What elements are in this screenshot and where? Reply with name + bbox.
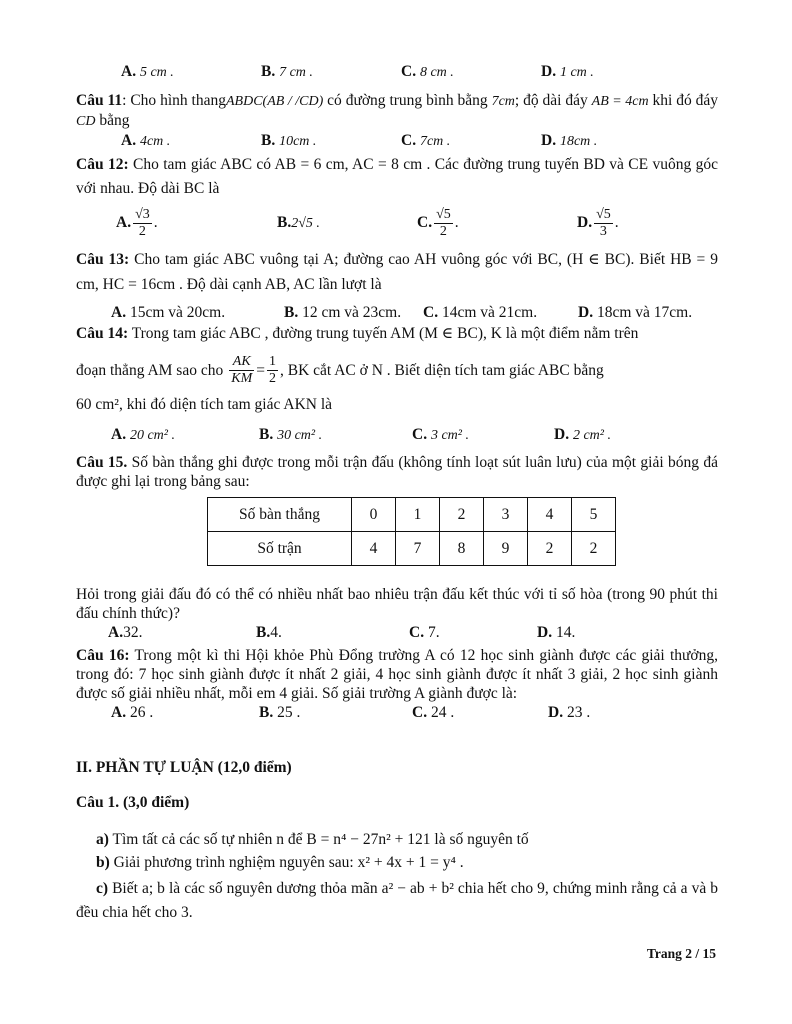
- option-b: B.2√5 .: [277, 214, 320, 231]
- option-a: A. 5 cm .: [121, 63, 174, 80]
- option-c: C. 3 cm² .: [412, 426, 469, 443]
- option-d: D. 18cm .: [541, 132, 598, 149]
- question-15-ask: Hỏi trong giải đấu đó có thể có nhiều nhất bao nhiêu trận đấu kết thúc với tỉ số hòa (trong 90 phút thi đấu chính thức)?: [76, 586, 718, 622]
- page-number: Trang 2 / 15: [646, 946, 716, 961]
- question-12: Câu 12: Cho tam giác ABC có AB = 6 cm, AC = 8 cm . Các đường trung tuyến BD và CE vuông góc với nhau. Độ dài BC là: [76, 156, 718, 197]
- q13-options: [76, 303, 718, 322]
- option-a: A. 26 .: [111, 704, 154, 721]
- question-14-line2: đoạn thẳng AM sao cho $\frac{AK}{KM}$ = $\frac{1}{2}$ , BK cắt AC ở N . Biết diện tích tam giác ABC bằng: [76, 353, 604, 386]
- option-d: D. 23 .: [548, 704, 591, 721]
- option-a: A. 15cm và 20cm.: [111, 304, 226, 321]
- q15-options: [76, 623, 718, 642]
- q16-options: [76, 703, 718, 722]
- option-c: C. 14cm và 21cm.: [423, 304, 538, 321]
- option-c: C. 24 .: [412, 704, 455, 721]
- table-cell: 2: [528, 532, 572, 566]
- option-b: B. 10cm .: [261, 132, 317, 149]
- question-14: Câu 14: Trong tam giác ABC , đường trung tuyến AM (M ∈ BC), K là một điểm nằm trên: [76, 325, 639, 342]
- question-14-line3: 60 cm², khi đó diện tích tam giác AKN là: [76, 396, 333, 413]
- table-row: [208, 532, 616, 566]
- table-header: Số bàn thắng: [208, 498, 352, 532]
- option-a: A. 4cm .: [121, 132, 171, 149]
- table-cell: 3: [484, 498, 528, 532]
- table-cell: 8: [440, 532, 484, 566]
- option-d: D. 1 cm .: [541, 63, 594, 80]
- table-cell: 4: [528, 498, 572, 532]
- option-d: D. 14.: [537, 624, 576, 641]
- option-b: B. 25 .: [259, 704, 301, 721]
- option-c: C. $\frac{√5}{2}$ .: [417, 206, 459, 239]
- table-row: [208, 498, 616, 532]
- question-15: Câu 15. Số bàn thắng ghi được trong mỗi trận đấu (không tính loạt sút luân lưu) của một giải bóng đá được ghi lại trong bảng sau:: [76, 454, 718, 490]
- option-c: C. 7.: [409, 624, 440, 641]
- question-11: Câu 11: Cho hình thangABDC(AB / /CD) có đường trung bình bằng 7cm; độ dài đáy AB = 4cm khi đó đáy CD bằng: [76, 92, 719, 129]
- q10-options: [76, 62, 718, 82]
- table-cell: 0: [352, 498, 396, 532]
- option-d: D. 18cm và 17cm.: [578, 304, 693, 321]
- option-d: D. 2 cm² .: [554, 426, 611, 443]
- section-heading: II. PHẦN TỰ LUẬN (12,0 điểm): [76, 759, 292, 776]
- option-a: A.32.: [108, 624, 143, 641]
- q11-options: [76, 131, 718, 151]
- option-b: B. 12 cm và 23cm.: [284, 304, 402, 321]
- option-a: A. 20 cm² .: [111, 426, 175, 443]
- question-16: Câu 16: Trong một kì thi Hội khỏe Phù Đổng trường A có 12 học sinh giành được các giải thưởng, trong đó: 7 học sinh giành được ít nhất 2 giải, 4 học sinh giành được ít nhất 3 giải, 2 học sinh giành được số giải nhiều nhất, mỗi em 4 giải. Số giải trường A giành được là:: [76, 647, 719, 702]
- table-cell: 7: [396, 532, 440, 566]
- table-cell: 5: [572, 498, 616, 532]
- table-header: Số trận: [208, 532, 352, 566]
- option-c: C. 8 cm .: [401, 63, 454, 80]
- option-b: B. 30 cm² .: [259, 426, 323, 443]
- document-page: [76, 62, 718, 925]
- option-a: A. $\frac{√3}{2}$ .: [116, 206, 158, 239]
- option-b: B.4.: [256, 624, 282, 641]
- cau1-b: b) Giải phương trình nghiệm nguyên sau: x² + 4x + 1 = y⁴ .: [96, 854, 464, 871]
- table-cell: 2: [440, 498, 484, 532]
- q14-options: [76, 425, 718, 445]
- cau1-a: a) Tìm tất cả các số tự nhiên n để B = n⁴ − 27n² + 121 là số nguyên tố: [96, 831, 529, 848]
- option-c: C. 7cm .: [401, 132, 451, 149]
- q12-options: [76, 201, 718, 245]
- cau1-c: c) Biết a; b là các số nguyên dương thỏa mãn a² − ab + b² chia hết cho 9, chứng minh rằng cả a và b đều chia hết cho 3.: [76, 880, 718, 921]
- goals-table: [207, 497, 616, 566]
- table-cell: 9: [484, 532, 528, 566]
- option-d: D. $\frac{√5}{3}$ .: [577, 206, 619, 239]
- table-cell: 1: [396, 498, 440, 532]
- question-13: Câu 13: Cho tam giác ABC vuông tại A; đường cao AH vuông góc với BC, (H ∈ BC). Biết HB = 9 cm, HC = 16cm . Độ dài cạnh AB, AC lần lượt là: [76, 251, 718, 293]
- option-b: B. 7 cm .: [261, 63, 313, 80]
- cau1-title: Câu 1. (3,0 điểm): [76, 794, 190, 811]
- table-cell: 2: [572, 532, 616, 566]
- table-cell: 4: [352, 532, 396, 566]
